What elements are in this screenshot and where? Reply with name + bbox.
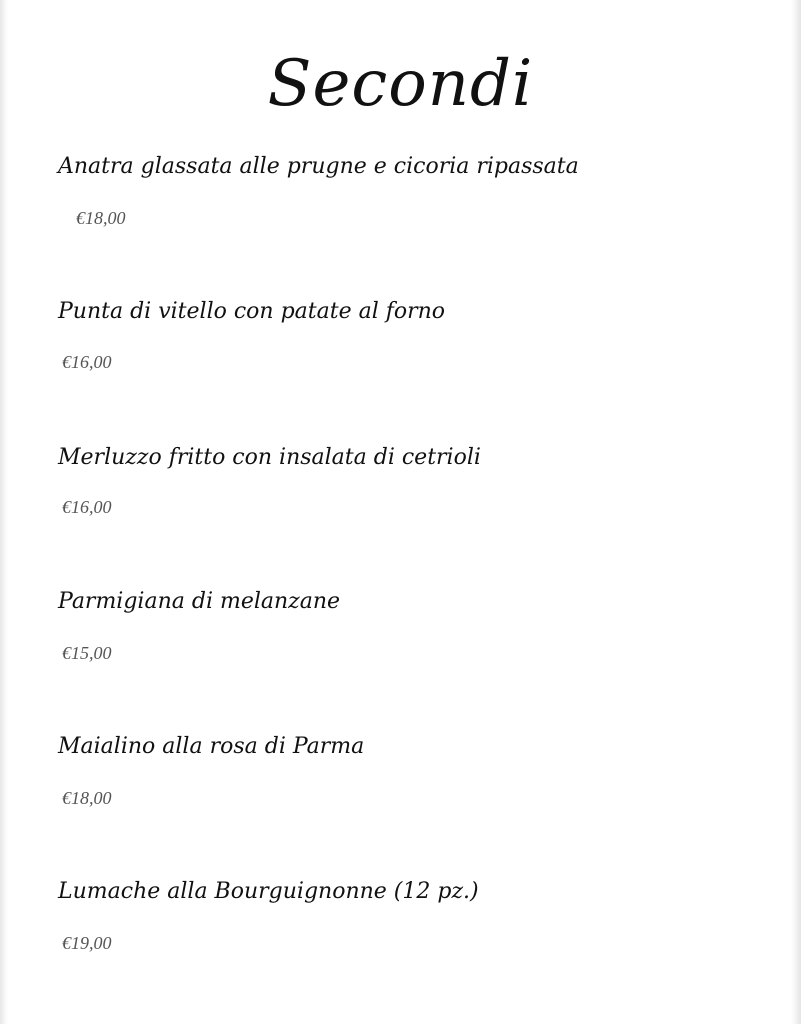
dish-name-6: Lumache alla Bourguignonne (12 pz.) [58,879,479,904]
dish-price-4: €15,00 [62,643,112,663]
dish-name-1: Anatra glassata alle prugne e cicoria ripassata [58,154,579,179]
page-title: Secondi [267,47,534,121]
dish-price-2: €16,00 [62,352,112,372]
dish-name-5: Maialino alla rosa di Parma [58,734,365,759]
dish-price-5: €18,00 [62,788,112,808]
page-left-edge [0,0,8,1024]
dish-name-4: Parmigiana di melanzane [58,589,341,614]
dish-name-2: Punta di vitello con patate al forno [58,299,446,324]
page-right-edge [791,0,801,1024]
dish-price-6: €19,00 [62,933,112,953]
dish-price-1: €18,00 [76,208,126,228]
dish-name-3: Merluzzo fritto con insalata di cetrioli [58,445,481,470]
dish-price-3: €16,00 [62,497,112,517]
